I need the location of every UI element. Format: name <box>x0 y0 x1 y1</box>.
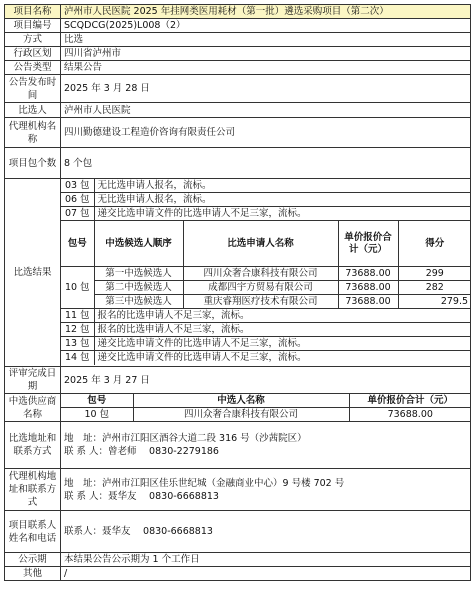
winner-header-package: 包号 <box>61 394 133 408</box>
candidate-score: 299 <box>398 267 471 281</box>
package-no: 12 包 <box>61 323 94 337</box>
winner-cell <box>61 394 471 422</box>
package-status: 报名的比选申请人不足三家，流标。 <box>94 323 471 337</box>
agency-value: 四川勤德建设工程造价咨询有限责任公司 <box>61 118 471 148</box>
winner-price: 73688.00 <box>349 408 471 422</box>
winner-name: 四川众奢合康科技有限公司 <box>133 408 349 422</box>
package-status: 递交比选申请文件的比选申请人不足三家，流标。 <box>94 351 471 365</box>
selector-label: 比选人 <box>5 103 61 118</box>
package-row <box>61 179 471 193</box>
agency-contact-label: 代理机构地址和联系方式 <box>5 469 61 511</box>
region-value: 四川省泸州市 <box>61 47 471 61</box>
selector-contact-value <box>61 422 471 469</box>
winner-package: 10 包 <box>61 408 133 422</box>
candidate-price: 73688.00 <box>338 281 398 295</box>
winner-row <box>61 408 471 422</box>
header-price: 单价报价合计（元） <box>338 221 398 267</box>
candidate-row <box>61 267 471 281</box>
package-row <box>61 351 471 365</box>
package-row <box>61 309 471 323</box>
region-label: 行政区划 <box>5 47 61 61</box>
results-header-row <box>61 221 471 267</box>
package-no: 14 包 <box>61 351 94 365</box>
project-contact-label: 项目联系人姓名和电话 <box>5 511 61 553</box>
candidate-name: 成都四宇方贸易有限公司 <box>183 281 338 295</box>
results-cell <box>61 179 471 367</box>
evaluation-date-label: 评审完成日期 <box>5 367 61 394</box>
agency-label: 代理机构名称 <box>5 118 61 148</box>
selector-address: 地 址：泸州市江阳区酒谷大道二段 316 号（沙茜院区） <box>64 433 307 444</box>
winner-table <box>61 394 471 421</box>
other-value: / <box>61 567 471 581</box>
project-no-value: SCQDCG(2025)L008（2） <box>61 19 471 33</box>
package-status: 无比选申请人报名，流标。 <box>94 179 471 193</box>
package-count-label: 项目包个数 <box>5 148 61 179</box>
package-row <box>61 323 471 337</box>
notice-period-label: 公示期 <box>5 553 61 567</box>
package-no: 06 包 <box>61 193 94 207</box>
candidate-name: 重庆睿翔医疗技术有限公司 <box>183 295 338 309</box>
other-label: 其他 <box>5 567 61 581</box>
selector-value: 泸州市人民医院 <box>61 103 471 118</box>
candidate-score: 282 <box>398 281 471 295</box>
agency-address: 地 址：泸州市江阳区佳乐世纪城（金融商业中心）9 号楼 702 号 <box>64 477 345 489</box>
notice-type-value: 结果公告 <box>61 61 471 75</box>
publish-time-value: 2025 年 3 月 28 日 <box>61 75 471 103</box>
project-contact-value: 联系人：聂华友 0830-6668813 <box>61 511 471 553</box>
method-value: 比选 <box>61 33 471 47</box>
package-no: 13 包 <box>61 337 94 351</box>
package-status: 递交比选申请文件的比选申请人不足三家，流标。 <box>94 337 471 351</box>
candidate-package: 10 包 <box>61 267 94 309</box>
agency-contact-value <box>61 469 471 511</box>
winner-label: 中选供应商名称 <box>5 394 61 422</box>
results-label: 比选结果 <box>5 179 61 367</box>
candidate-price: 73688.00 <box>338 295 398 309</box>
package-row <box>61 193 471 207</box>
results-table <box>61 179 471 365</box>
project-name-label: 项目名称 <box>5 5 61 19</box>
header-score: 得分 <box>398 221 471 267</box>
candidate-price: 73688.00 <box>338 267 398 281</box>
header-rank: 中选候选人顺序 <box>94 221 183 267</box>
package-no: 11 包 <box>61 309 94 323</box>
agency-contact: 联 系 人：聂华友 0830-6668813 <box>64 490 219 502</box>
winner-header-price: 单价报价合计（元） <box>349 394 471 408</box>
candidate-row <box>61 281 471 295</box>
package-no: 03 包 <box>61 179 94 193</box>
project-no-label: 项目编号 <box>5 19 61 33</box>
evaluation-date-value: 2025 年 3 月 27 日 <box>61 367 471 394</box>
publish-time-label: 公告发布时间 <box>5 75 61 103</box>
notice-type-label: 公告类型 <box>5 61 61 75</box>
candidate-score: 279.5 <box>398 295 471 309</box>
candidate-row <box>61 295 471 309</box>
header-package: 包号 <box>61 221 94 267</box>
candidate-rank: 第二中选候选人 <box>94 281 183 295</box>
winner-header-row <box>61 394 471 408</box>
notice-period-value: 本结果公告公示期为 1 个工作日 <box>61 553 471 567</box>
winner-header-name: 中选人名称 <box>133 394 349 408</box>
package-status: 无比选申请人报名，流标。 <box>94 193 471 207</box>
package-row <box>61 337 471 351</box>
result-notice-table <box>4 4 471 581</box>
project-name-value: 泸州市人民医院 2025 年挂网类医用耗材（第一批）遴选采购项目（第二次） <box>61 5 471 19</box>
package-count-value: 8 个包 <box>61 148 471 179</box>
candidate-rank: 第一中选候选人 <box>94 267 183 281</box>
package-status: 报名的比选申请人不足三家，流标。 <box>94 309 471 323</box>
selector-contact-label: 比选地址和联系方式 <box>5 422 61 469</box>
candidate-rank: 第三中选候选人 <box>94 295 183 309</box>
candidate-name: 四川众奢合康科技有限公司 <box>183 267 338 281</box>
selector-contact: 联 系 人：曾老师 0830-2279186 <box>64 446 219 457</box>
header-applicant: 比选申请人名称 <box>183 221 338 267</box>
package-status: 递交比选申请文件的比选申请人不足三家，流标。 <box>94 207 471 221</box>
package-row <box>61 207 471 221</box>
method-label: 方式 <box>5 33 61 47</box>
package-no: 07 包 <box>61 207 94 221</box>
